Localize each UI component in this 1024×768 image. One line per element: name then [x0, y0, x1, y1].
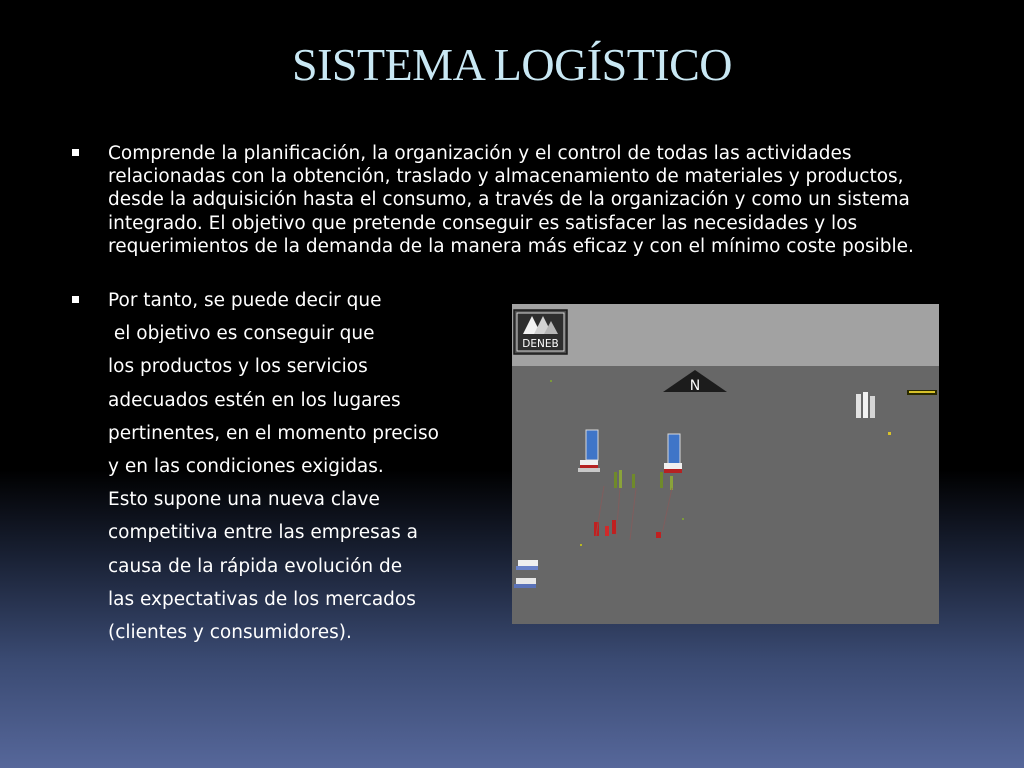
bullet-line: adecuados estén en los lugares	[108, 389, 401, 411]
bullet-line: el objetivo es conseguir que	[108, 323, 375, 345]
simulation-image	[512, 304, 939, 624]
markers-red	[594, 520, 661, 538]
page-title: SISTEMA LOGÍSTICO	[291, 39, 733, 90]
bullet-marker	[72, 296, 79, 303]
bullet-line: competitiva entre las empresas a	[108, 522, 418, 544]
bullet-line: Por tanto, se puede decir que	[108, 290, 382, 311]
bullet-line: los productos y los servicios	[108, 356, 368, 378]
svg-text:N: N	[689, 378, 701, 394]
bullet-text-1: Comprende la planificación, la organización y el control de todas las actividades relacionadas con la obtención, traslado y almacenamiento de materiales y productos, desde la adquisición hasta el consumo, a través de la organización y como un sistema integrado. El objetivo que pretende conseguir es satisfacer las necesidades y los requerimientos de la demanda de la manera más eficaz y con el mínimo coste posible.	[108, 143, 914, 257]
vehicle-group-left	[578, 430, 600, 472]
bullet-line: Esto supone una nueva clave	[108, 489, 380, 511]
vehicle-group-center	[664, 434, 682, 473]
bullet-text-2	[108, 288, 508, 653]
bullet-line: y en las condiciones exigidas.	[108, 455, 384, 477]
equipment-top-right	[856, 390, 937, 435]
simulation-scene	[512, 304, 939, 624]
bullet-marker	[72, 149, 79, 156]
bullet-line: causa de la rápida evolución de	[108, 555, 403, 577]
bullet-line: pertinentes, en el momento preciso	[108, 422, 439, 444]
deneb-logo	[514, 310, 567, 354]
bullet-line: (clientes y consumidores).	[108, 621, 352, 643]
bullet-line: las expectativas de los mercados	[108, 588, 416, 610]
sim-header-band	[512, 304, 939, 366]
svg-text:DENEB: DENEB	[522, 338, 559, 350]
vehicle-group-bottom-left	[514, 560, 538, 588]
north-indicator	[663, 370, 727, 394]
